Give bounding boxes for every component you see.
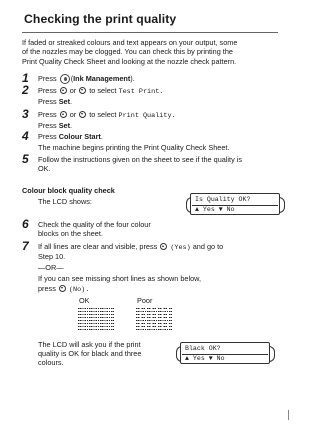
step-4-number: 4 — [22, 129, 29, 143]
pattern-line — [136, 329, 172, 330]
step-5-line-2: OK. — [38, 164, 51, 173]
step-2-dot: . — [70, 97, 73, 106]
step-4-text — [38, 132, 103, 141]
up-arrow-icon — [160, 243, 167, 250]
pattern-line — [136, 320, 172, 321]
step-3-select: to select — [89, 110, 117, 119]
step-7-or: —OR— — [38, 263, 64, 272]
step-7-no: (No). — [68, 286, 90, 294]
step-4-note: The machine begins printing the Print Quality Check Sheet. — [38, 143, 230, 152]
step-5-line-1: Follow the instructions given on the sheet to see if the quality is — [38, 155, 243, 164]
pattern-line — [136, 308, 172, 309]
step-1-paren: ( — [70, 74, 74, 83]
pattern-line — [136, 323, 172, 324]
pattern-line — [136, 317, 172, 318]
ok-label: OK — [79, 296, 90, 305]
title-divider — [22, 32, 278, 33]
pattern-line — [78, 311, 114, 312]
up-arrow-icon — [60, 87, 67, 94]
pattern-line — [78, 323, 114, 324]
step-4-press: Press — [38, 132, 57, 141]
step-2-select: to select — [89, 86, 117, 95]
lcd-line-2: ▲ Yes ▼ No — [185, 355, 225, 362]
black-quality-line-2: quality is OK for black and three — [38, 349, 142, 358]
step-3-set: Set — [58, 121, 71, 130]
down-arrow-icon — [59, 285, 66, 292]
pattern-line — [78, 320, 114, 321]
step-5-number: 5 — [22, 152, 29, 166]
step-7-line-2: Step 10. — [38, 252, 66, 261]
step-7-press: press — [38, 284, 56, 293]
step-3-press-set: Press — [38, 121, 57, 130]
down-arrow-icon — [79, 111, 86, 118]
step-2-set-line — [38, 97, 72, 106]
black-quality-line-3: colours. — [38, 358, 64, 367]
step-1-text — [38, 74, 135, 84]
step-3-print-quality: Print Quality. — [118, 112, 176, 120]
lcd-display-black — [180, 342, 276, 368]
step-2-press: Press — [38, 86, 57, 95]
pattern-line — [78, 317, 114, 318]
step-3-dot: . — [70, 121, 73, 130]
poor-label: Poor — [137, 296, 153, 305]
pattern-line — [78, 308, 114, 309]
step-7-line-1 — [38, 242, 223, 253]
step-3-text — [38, 110, 176, 121]
step-4-colour-start: Colour Start — [58, 132, 101, 141]
step-6-line-2: blocks on the sheet. — [38, 229, 103, 238]
step-6-line-1: Check the quality of the four colour — [38, 220, 151, 229]
step-1-number: 1 — [22, 71, 29, 85]
pattern-line — [136, 314, 172, 315]
ok-nozzle-pattern — [78, 308, 118, 334]
colour-block-heading: Colour block quality check — [22, 186, 115, 195]
step-3-number: 3 — [22, 107, 29, 121]
page-edge-mark — [288, 410, 289, 420]
step-2-text — [38, 86, 163, 97]
step-7-number: 7 — [22, 239, 29, 253]
step-1-end: ). — [130, 74, 135, 83]
step-6-number: 6 — [22, 217, 29, 231]
lcd-line-1: Is Quality OK? — [195, 196, 251, 203]
pattern-line — [78, 314, 114, 315]
step-7-yes: (Yes) — [170, 244, 191, 252]
pattern-line — [136, 311, 172, 312]
step-3-set-line — [38, 121, 72, 130]
step-7-line-5 — [38, 284, 89, 295]
lcd-display-quality — [190, 193, 286, 219]
lcd-shows-label: The LCD shows: — [38, 197, 92, 206]
step-3-press: Press — [38, 110, 57, 119]
step-1-press: Press — [38, 74, 57, 83]
poor-nozzle-pattern — [136, 308, 176, 334]
lcd-line-2: ▲ Yes ▼ No — [195, 206, 235, 213]
page-title: Checking the print quality — [24, 12, 177, 26]
step-3-or: or — [69, 110, 77, 119]
black-quality-line-1: The LCD will ask you if the print — [38, 340, 141, 349]
step-2-or: or — [69, 86, 77, 95]
step-2-test-print: Test Print. — [118, 88, 164, 96]
step-2-set: Set — [58, 97, 71, 106]
lcd-screen — [180, 342, 270, 364]
pattern-line — [78, 329, 114, 330]
lcd-line-1: Black OK? — [185, 345, 221, 352]
up-arrow-icon — [60, 111, 67, 118]
pattern-line — [78, 326, 114, 327]
lcd-screen — [190, 193, 280, 215]
step-7-text-b: and go to — [192, 242, 224, 251]
intro-line-3: Print Quality Check Sheet and looking at the nozzle check pattern. — [22, 56, 237, 66]
step-2-press-set: Press — [38, 97, 57, 106]
down-arrow-icon — [79, 87, 86, 94]
ink-management-icon — [60, 74, 70, 84]
intro-paragraph — [22, 38, 280, 66]
step-7-text-a: If all lines are clear and visible, press — [38, 242, 158, 251]
intro-line-1: If faded or streaked colours and text appears on your output, some — [22, 38, 238, 47]
intro-line-2: of the nozzles may be clogged. You can check this by printing the — [22, 47, 233, 57]
pattern-line — [136, 326, 172, 327]
step-2-number: 2 — [22, 83, 29, 97]
step-4-dot: . — [100, 132, 103, 141]
step-7-line-4: If you can see missing short lines as shown below, — [38, 274, 202, 283]
step-1-ink-management: Ink Management — [73, 74, 131, 83]
